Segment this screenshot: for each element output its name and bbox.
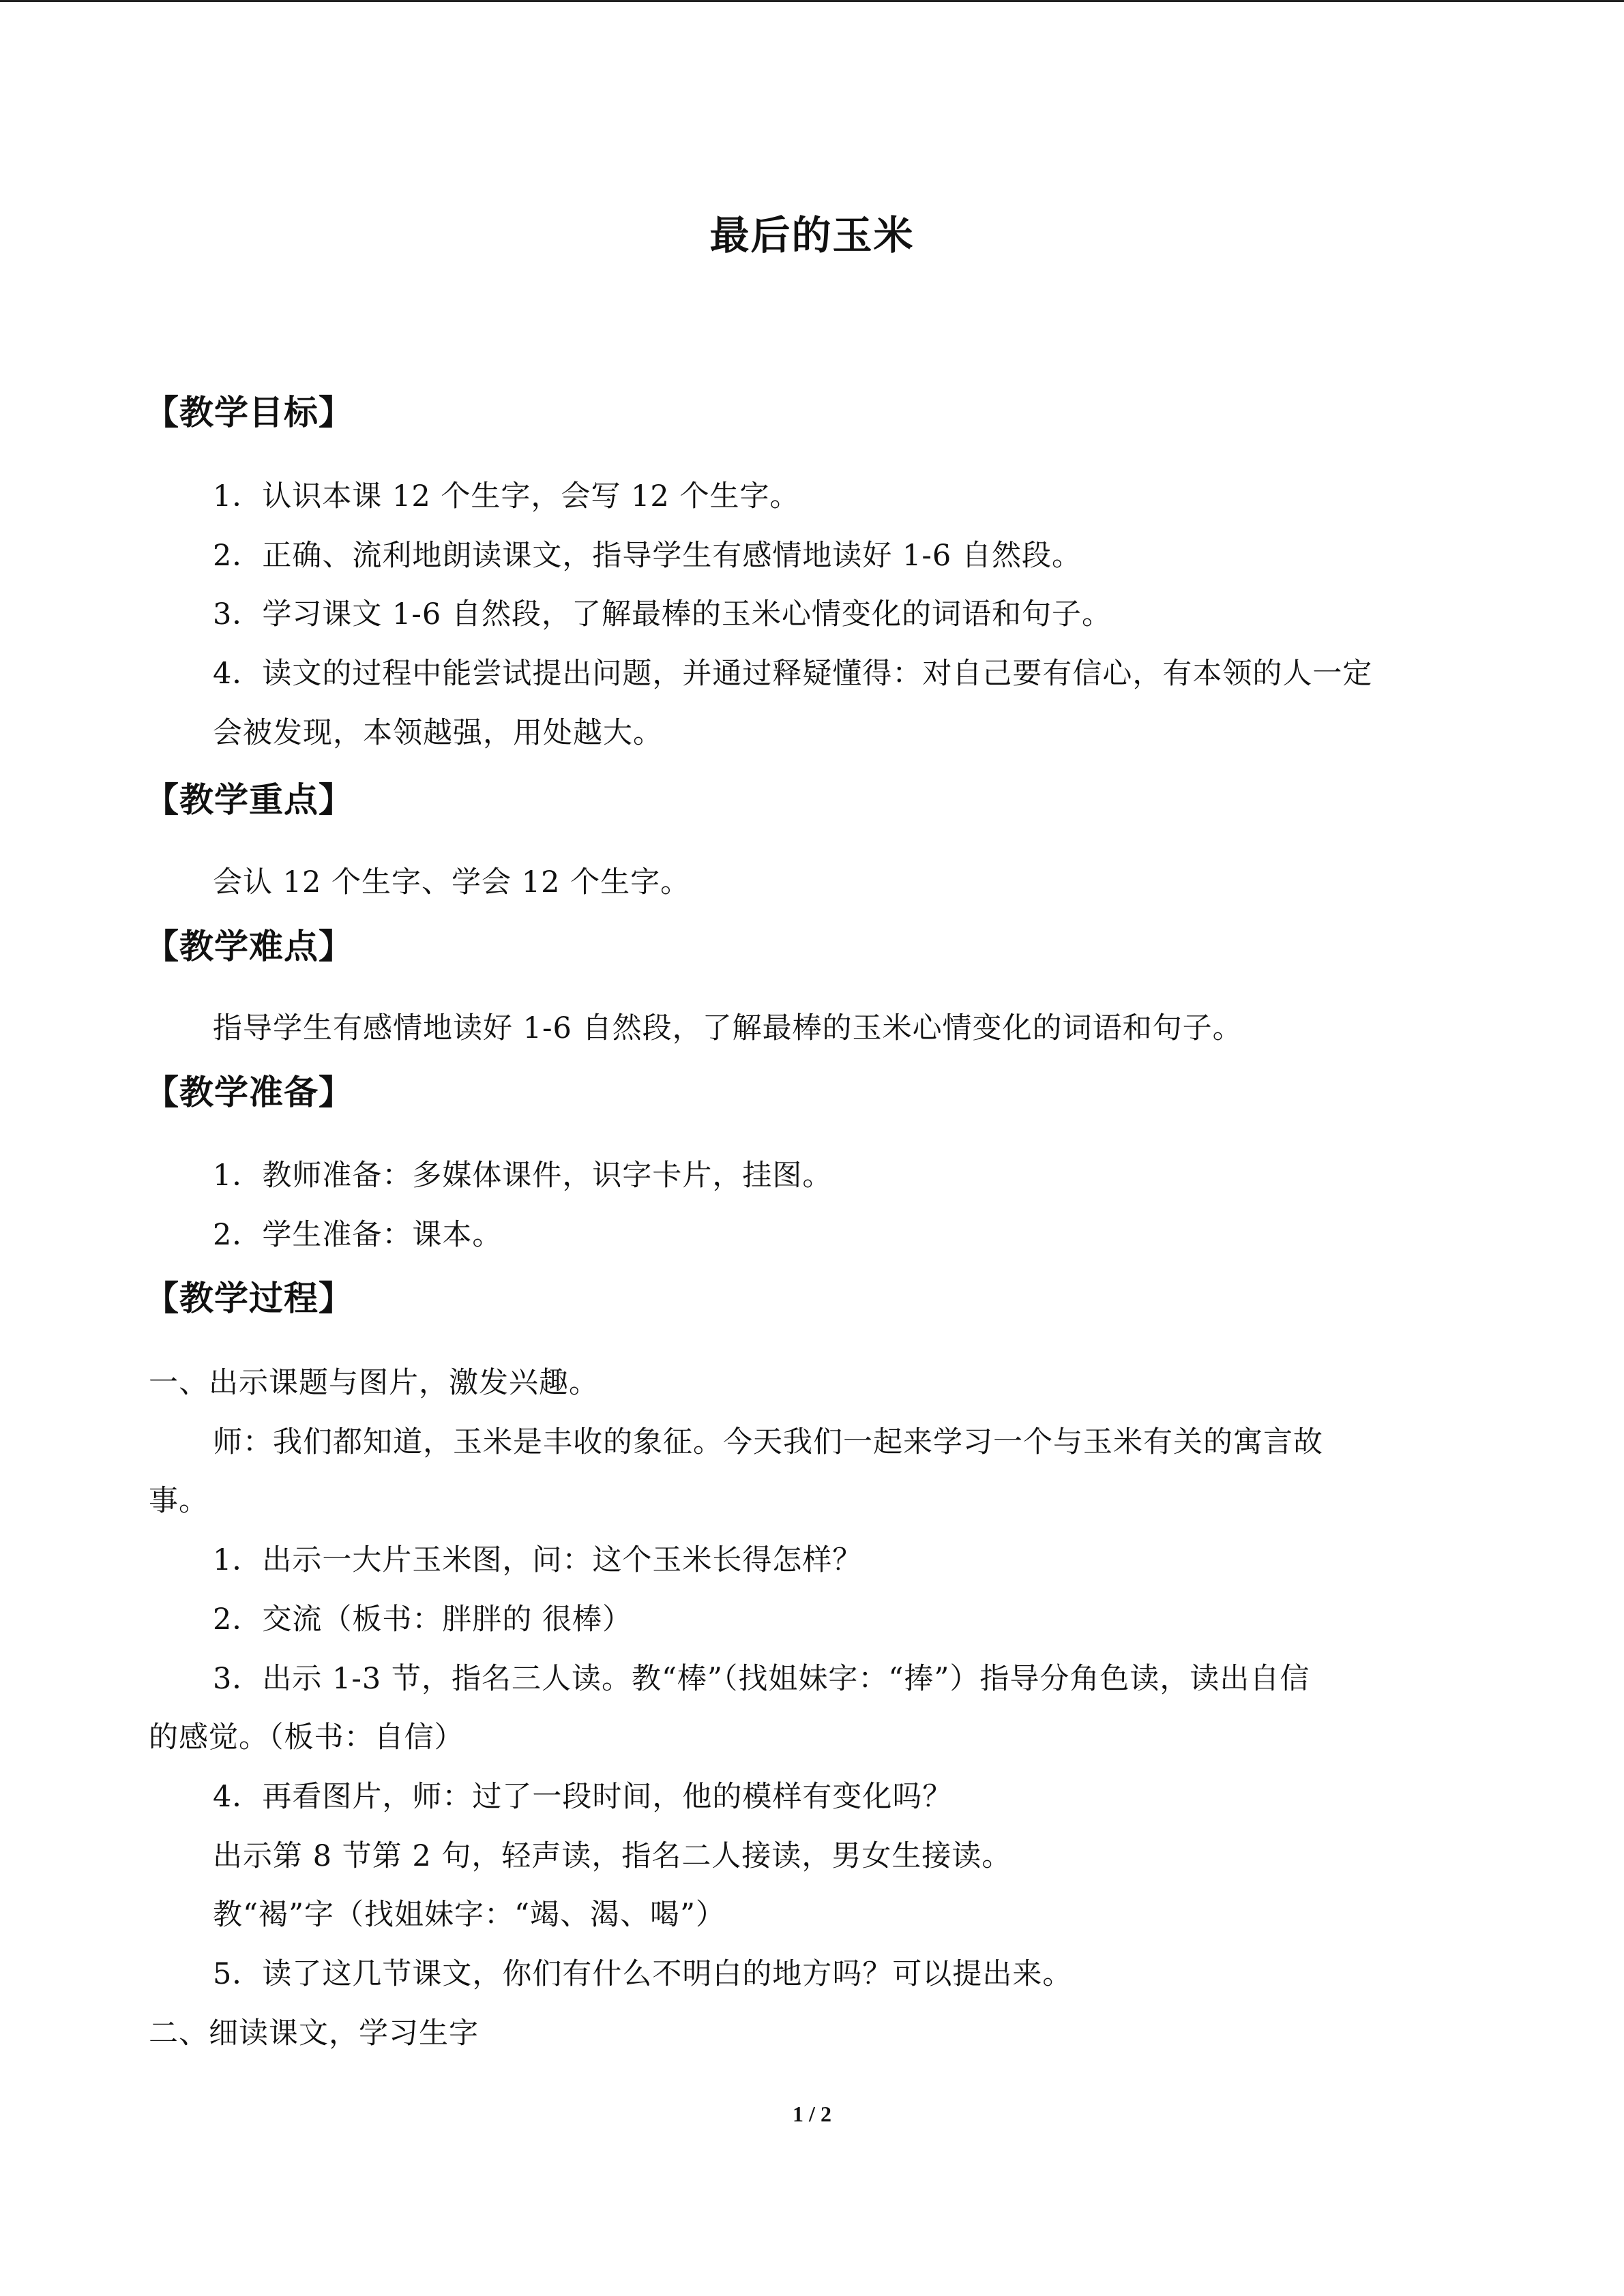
top-border-line <box>0 0 1624 2</box>
process-line-6: 3．出示 1-3 节，指名三人读。教“棒”（找姐妹字：“捧”）指导分角色读，读出自信 <box>213 1662 1310 1696</box>
heading-difficulties: 【教学难点】 <box>145 927 353 966</box>
difficulties-text: 指导学生有感情地读好 1-6 自然段，了解最棒的玉米心情变化的词语和句子。 <box>213 1011 1243 1045</box>
heading-process: 【教学过程】 <box>145 1279 353 1318</box>
process-line-3: 事。 <box>149 1484 209 1518</box>
process-line-11: 5．读了这几节课文，你们有什么不明白的地方吗？可以提出来。 <box>213 1957 1073 1991</box>
heading-objectives: 【教学目标】 <box>145 393 353 432</box>
key-points-text: 会认 12 个生字、学会 12 个生字。 <box>213 865 691 899</box>
process-line-8: 4．再看图片，师：过了一段时间，他的模样有变化吗？ <box>213 1780 953 1814</box>
objective-item-4-continued: 会被发现，本领越强，用处越大。 <box>213 716 663 750</box>
objective-item-3: 3．学习课文 1-6 自然段，了解最棒的玉米心情变化的词语和句子。 <box>213 597 1112 631</box>
process-line-10: 教“褐”字（找姐妹字：“竭、渴、喝”） <box>213 1898 726 1932</box>
process-line-9: 出示第 8 节第 2 句，轻声读，指名二人接读，男女生接读。 <box>213 1839 1012 1873</box>
objective-item-2: 2．正确、流利地朗读课文，指导学生有感情地读好 1-6 自然段。 <box>213 539 1082 573</box>
page-title: 最后的玉米 <box>709 212 915 258</box>
objective-item-4: 4．读文的过程中能尝试提出问题，并通过释疑懂得：对自己要有信心，有本领的人一定 <box>213 657 1373 691</box>
process-line-12: 二、细读课文，学习生字 <box>149 2016 479 2051</box>
process-line-7: 的感觉。（板书：自信） <box>149 1720 464 1755</box>
heading-preparation: 【教学准备】 <box>145 1073 353 1112</box>
process-line-5: 2．交流（板书：胖胖的 很棒） <box>213 1602 633 1637</box>
objective-item-1: 1．认识本课 12 个生字，会写 12 个生字。 <box>213 479 800 513</box>
process-line-2: 师：我们都知道，玉米是丰收的象征。今天我们一起来学习一个与玉米有关的寓言故 <box>213 1425 1323 1459</box>
process-line-4: 1．出示一大片玉米图，问：这个玉米长得怎样？ <box>213 1543 863 1577</box>
heading-key-points: 【教学重点】 <box>145 780 353 820</box>
page-number: 1 / 2 <box>793 2102 831 2126</box>
process-line-1: 一、出示课题与图片，激发兴趣。 <box>149 1366 599 1400</box>
preparation-item-2: 2．学生准备：课本。 <box>213 1218 503 1252</box>
preparation-item-1: 1．教师准备：多媒体课件，识字卡片，挂图。 <box>213 1159 833 1193</box>
